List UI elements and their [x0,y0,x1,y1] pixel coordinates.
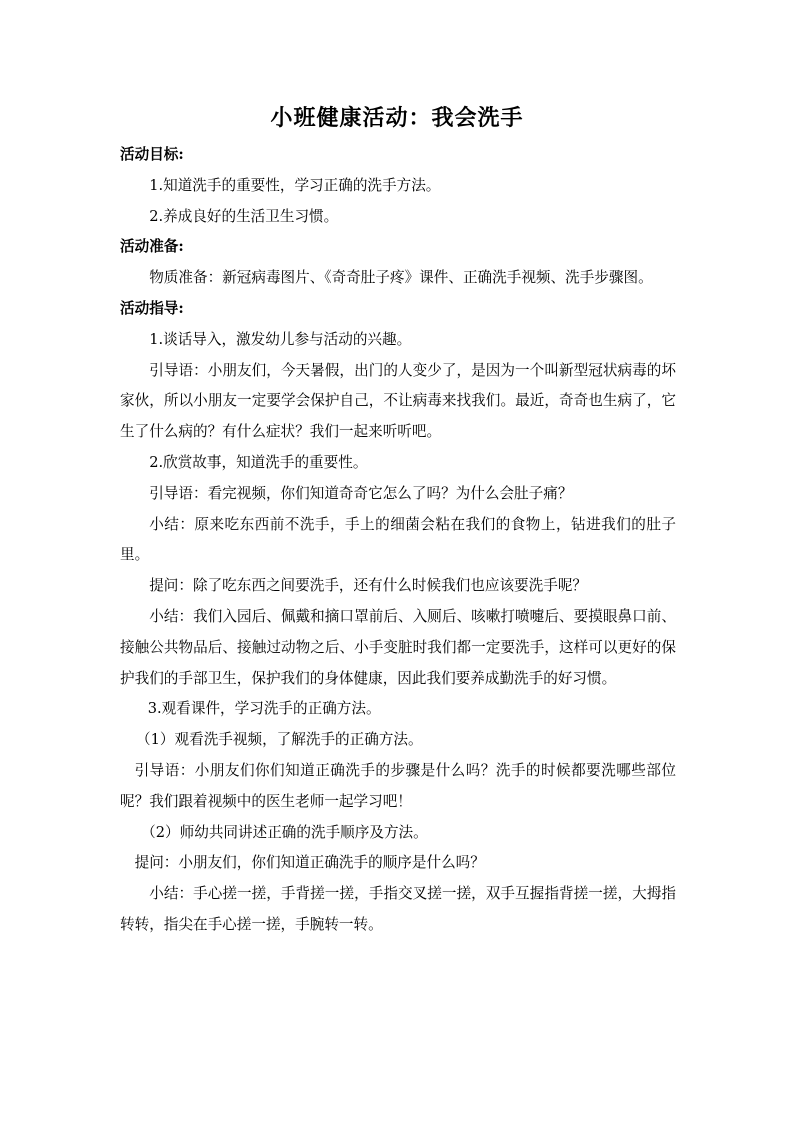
question-paragraph: 提问：小朋友们，你们知道正确洗手的顺序是什么吗？ [134,854,485,872]
summary-paragraph: 小结：原来吃东西前不洗手，手上的细菌会粘在我们的食物上，钻进我们的肚子里。 [120,515,676,564]
guidance-paragraph: 引导语：小朋友们你们知道正确洗手的步骤是什么吗？洗手的时候都要洗哪些部位呢？我们跟着视频中的医生老师一起学习吧！ [120,761,676,810]
heading-goals: 活动目标: [120,146,184,163]
guidance-paragraph: 引导语：小朋友们，今天暑假，出门的人变少了，是因为一个叫新型冠状病毒的坏家伙，所以小朋友一定要学会保护自己，不让病毒来找我们。最近，奇奇也生病了，它生了什么病的？有什么症状？我们一起来听听吧。 [120,361,676,441]
document-body [120,140,676,941]
summary-paragraph: 小结：手心搓一搓，手背搓一搓，手指交叉搓一搓，双手互握指背搓一搓，大拇指转转，指尖在手心搓一搓，手腕转一转。 [120,885,676,933]
heading-preparation: 活动准备: [120,238,184,256]
step-heading: 2.欣赏故事，知道洗手的重要性。 [149,453,368,471]
goal-item: 1.知道洗手的重要性，学习正确的洗手方法。 [149,176,441,194]
summary-paragraph: 小结：我们入园后、佩戴和摘口罩前后、入厕后、咳嗽打喷嚏后、要摸眼鼻口前、接触公共物品后、接触过动物之后、小手变脏时我们都一定要洗手，这样可以更好的保护我们的手部卫生，保护我们的身体健康，因此我们要养成勤洗手的好习惯。 [120,607,676,687]
document-title: 小班健康活动：我会洗手 [270,105,524,131]
question-paragraph: 提问：除了吃东西之间要洗手，还有什么时候我们也应该要洗手呢？ [149,577,588,595]
guidance-paragraph: 引导语：看完视频，你们知道奇奇它怎么了吗？为什么会肚子痛？ [149,484,573,502]
substep-heading: （1）观看洗手视频，了解洗手的正确方法。 [136,731,423,749]
preparation-text: 物质准备：新冠病毒图片、《奇奇肚子疼》课件、正确洗手视频、洗手步骤图。 [149,269,653,287]
substep-heading: （2）师幼共同讲述正确的洗手顺序及方法。 [141,823,428,841]
step-heading: 1.谈话导入，激发幼儿参与活动的兴趣。 [149,330,412,348]
goal-item: 2.养成良好的生活卫生习惯。 [149,207,339,225]
step-heading: 3.观看课件，学习洗手的正确方法。 [147,700,381,718]
heading-guidance: 活动指导: [120,299,184,317]
